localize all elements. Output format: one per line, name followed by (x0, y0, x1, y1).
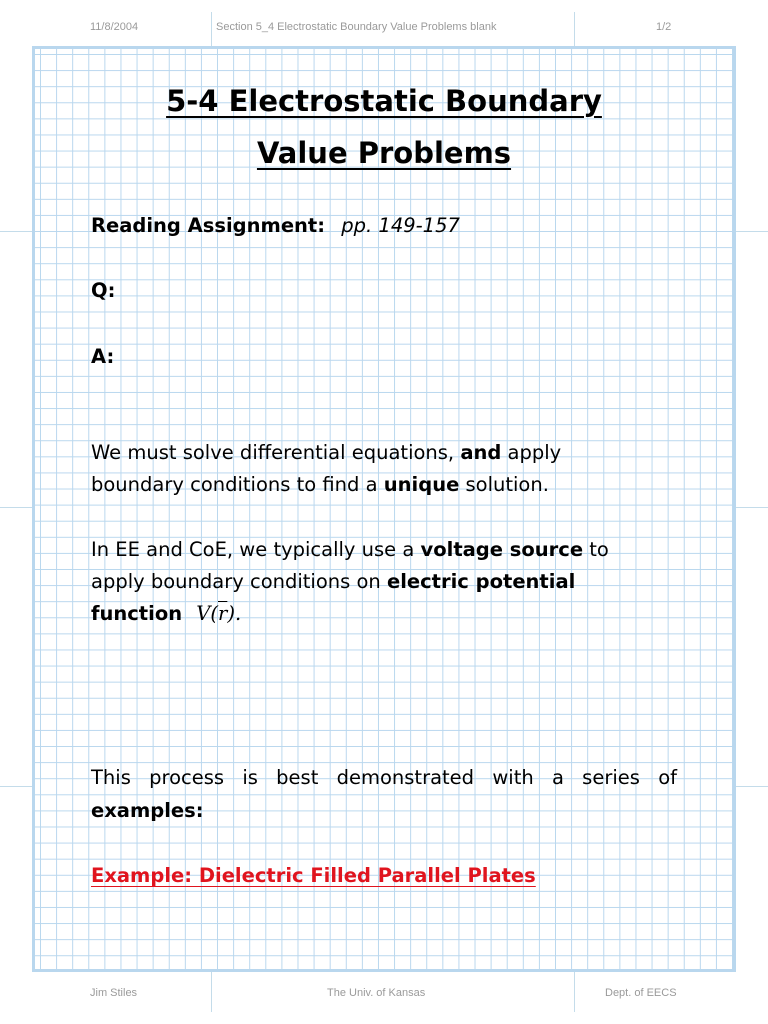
answer-label: A: (91, 345, 115, 368)
text-span: apply (501, 441, 562, 464)
text-span: boundary conditions to find a (91, 473, 384, 496)
text-span: solution. (459, 473, 549, 496)
emphasis-text: unique (383, 473, 460, 496)
footer-university: The Univ. of Kansas (327, 987, 426, 999)
emphasis-text: and (460, 441, 502, 464)
emphasis-text: function (91, 602, 183, 625)
page-title-line2: Value Problems (256, 136, 512, 170)
footer-author: Jim Stiles (90, 987, 138, 999)
reading-assignment-label: Reading Assignment: (91, 214, 326, 237)
question-label: Q: (91, 279, 116, 302)
graph-paper-background (32, 46, 736, 972)
text-span: apply boundary conditions on (91, 570, 387, 593)
footer-department: Dept. of EECS (605, 987, 677, 999)
margin-line (736, 231, 768, 232)
paragraph-1-line-2 (91, 469, 549, 501)
emphasis-text: electric potential (386, 570, 576, 593)
paragraph-2-line-3 (91, 598, 241, 630)
text-span: to (583, 538, 609, 561)
margin-line (0, 786, 32, 787)
reading-assignment-pages: pp. 149-157 (341, 214, 460, 237)
header-date: 11/8/2004 (90, 21, 139, 33)
page-title-line1: 5-4 Electrostatic Boundary (166, 84, 602, 118)
header-document-title: Section 5_4 Electrostatic Boundary Value Problems blank (216, 21, 497, 33)
paragraph-2-line-2 (91, 566, 575, 598)
paragraph-2-line-1 (91, 534, 609, 566)
footer-divider (211, 972, 212, 1012)
header-divider (211, 12, 212, 46)
margin-line (0, 231, 32, 232)
potential-function-formula: $V(\overline{r})$. (196, 602, 242, 625)
paragraph-3-line-2: examples: (91, 799, 204, 822)
margin-line (736, 507, 768, 508)
math-symbol-v: V (196, 602, 211, 625)
margin-line (0, 507, 32, 508)
header-page-number: 1/2 (656, 21, 672, 33)
example-heading: Example: Dielectric Filled Parallel Plates (91, 864, 536, 887)
position-vector-symbol: $\overline{r}$ (218, 602, 228, 625)
header-divider (574, 12, 575, 46)
paragraph-1-line-1 (91, 437, 561, 469)
emphasis-text: voltage source (420, 538, 584, 561)
margin-line (736, 786, 768, 787)
footer-divider (574, 972, 575, 1012)
text-span: We must solve differential equations, (91, 441, 461, 464)
paragraph-3-line-1: This process is best demonstrated with a series of (91, 766, 677, 789)
math-punctuation: . (234, 602, 242, 625)
reading-assignment (91, 210, 460, 242)
text-span: In EE and CoE, we typically use a (91, 538, 421, 561)
